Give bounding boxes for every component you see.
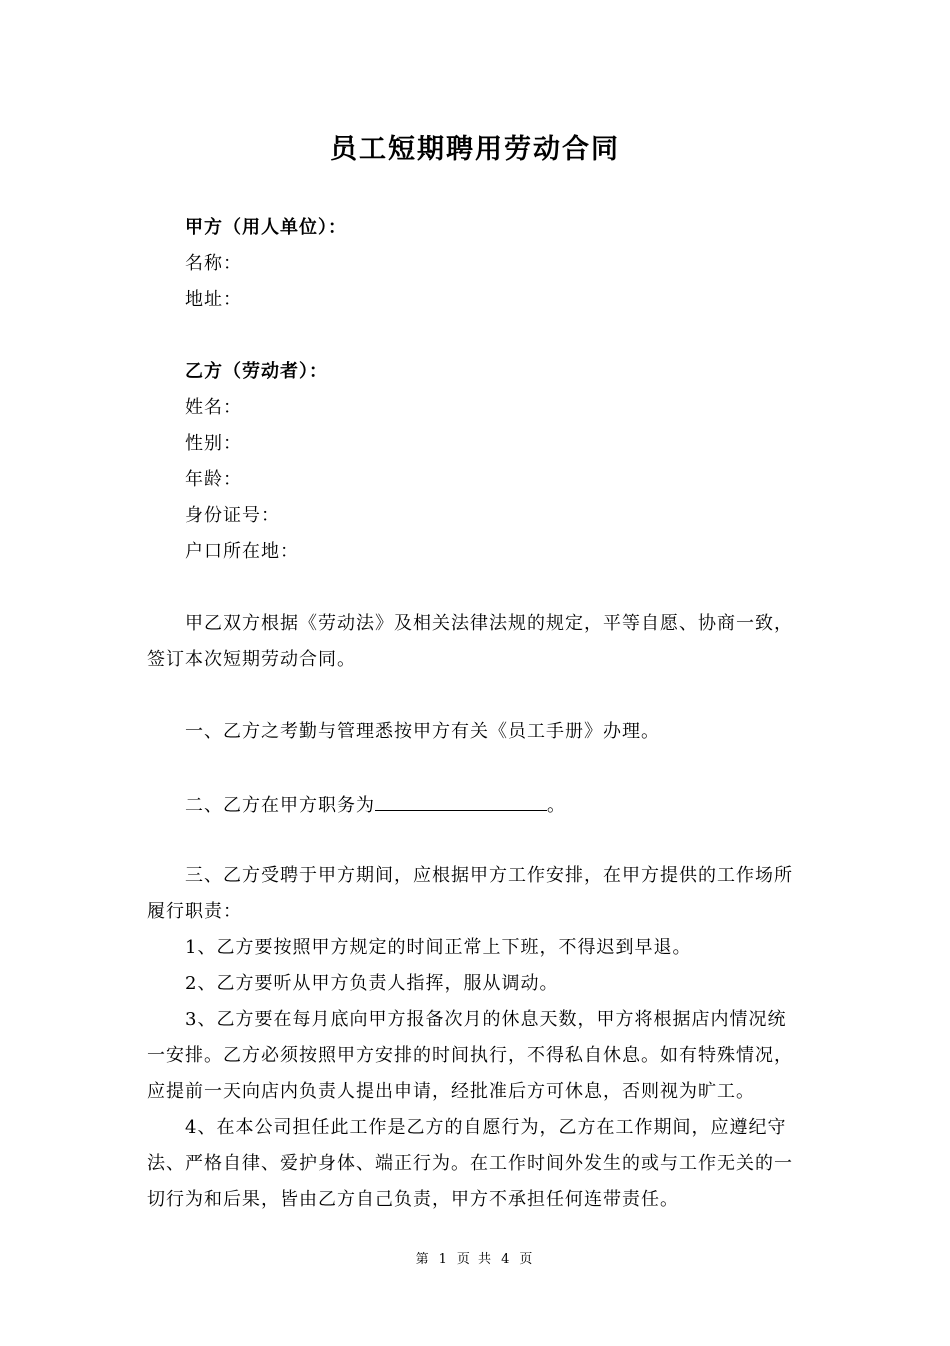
party-b-heading: 乙方（劳动者）： — [185, 361, 328, 382]
clause-3-item-3-line-3: 应提前一天向店内负责人提出申请，经批准后方可休息，否则视为旷工。 — [147, 1081, 755, 1102]
clause-1: 一、乙方之考勤与管理悉按甲方有关《员工手册》办理。 — [185, 721, 660, 742]
page-footer — [0, 1250, 950, 1270]
party-b-name-label: 姓名： — [185, 397, 242, 418]
clause-3-line-2: 履行职责： — [147, 901, 242, 922]
clause-2-suffix: 。 — [547, 795, 566, 816]
party-b-hukou-label: 户口所在地： — [185, 541, 299, 562]
party-b-id-label: 身份证号： — [185, 505, 280, 526]
clause-3-item-4-line-3: 切行为和后果，皆由乙方自己负责，甲方不承担任何连带责任。 — [147, 1189, 679, 1210]
clause-3-item-4-line-2: 法、严格自律、爱护身体、端正行为。在工作时间外发生的或与工作无关的一 — [147, 1153, 793, 1174]
position-blank-line — [375, 790, 547, 811]
clause-2-prefix: 二、乙方在甲方职务为 — [185, 795, 375, 816]
clause-3-item-1: 1、乙方要按照甲方规定的时间正常上下班，不得迟到早退。 — [185, 937, 692, 958]
party-b-gender-label: 性别： — [185, 433, 242, 454]
party-b-age-label: 年龄： — [185, 469, 242, 490]
preamble-line-1: 甲乙双方根据《劳动法》及相关法律法规的规定，平等自愿、协商一致， — [185, 613, 793, 634]
page-title: 员工短期聘用劳动合同 — [330, 134, 620, 165]
clause-3-item-3-line-2: 一安排。乙方必须按照甲方安排的时间执行，不得私自休息。如有特殊情况， — [147, 1045, 793, 1066]
party-a-name-label: 名称： — [185, 253, 242, 274]
footer-page-number: 1 — [438, 1252, 449, 1267]
footer-prefix: 第 — [415, 1252, 431, 1267]
footer-middle: 页 共 — [456, 1252, 494, 1267]
clause-3-item-2: 2、乙方要听从甲方负责人指挥，服从调动。 — [185, 973, 559, 994]
clause-3-item-3-line-1: 3、乙方要在每月底向甲方报备次月的休息天数，甲方将根据店内情况统 — [185, 1009, 787, 1030]
clause-3-item-4-line-1: 4、在本公司担任此工作是乙方的自愿行为，乙方在工作期间，应遵纪守 — [185, 1117, 787, 1138]
preamble-line-2: 签订本次短期劳动合同。 — [147, 649, 356, 670]
party-a-address-label: 地址： — [185, 289, 242, 310]
clause-2 — [185, 790, 566, 820]
party-a-heading: 甲方（用人单位）： — [185, 217, 347, 238]
footer-suffix: 页 — [519, 1252, 535, 1267]
footer-total-pages: 4 — [501, 1252, 512, 1267]
clause-3-line-1: 三、乙方受聘于甲方期间，应根据甲方工作安排，在甲方提供的工作场所 — [185, 865, 793, 886]
